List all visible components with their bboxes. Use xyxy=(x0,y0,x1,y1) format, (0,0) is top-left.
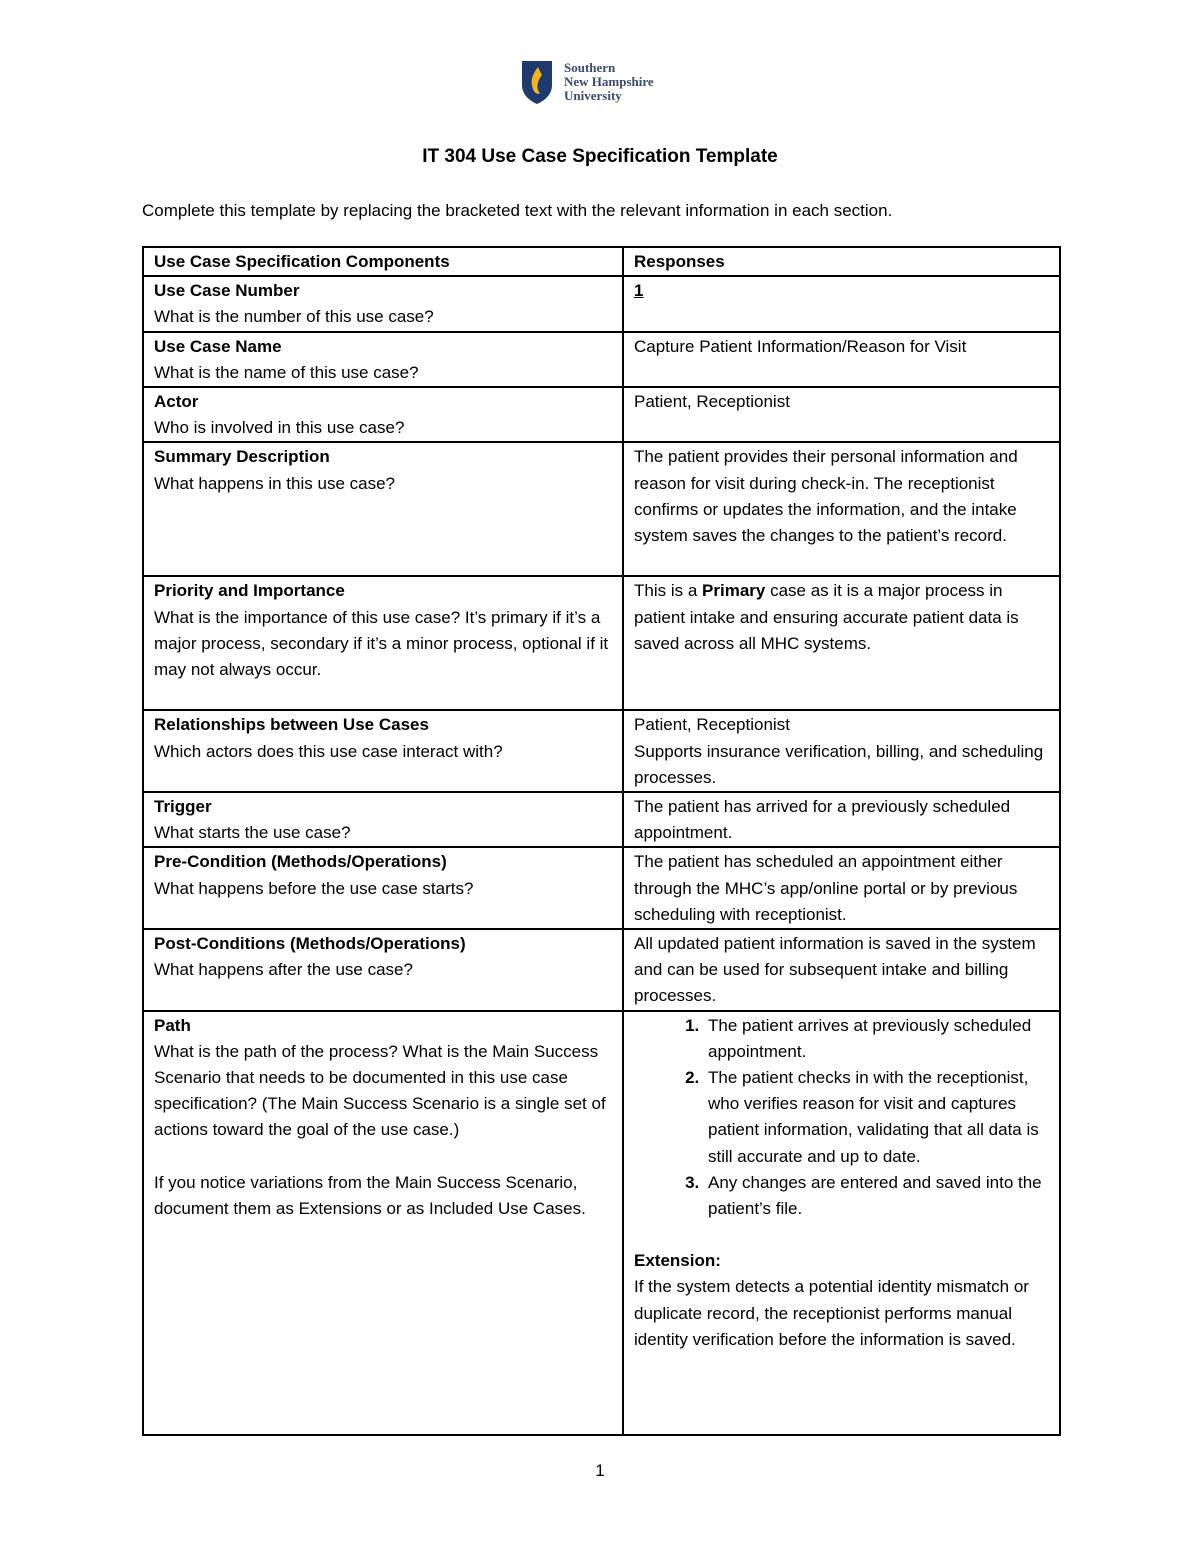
header-components: Use Case Specification Components xyxy=(143,247,623,276)
response-cell xyxy=(623,929,1060,1011)
response-text: Patient, Receptionist xyxy=(634,392,790,412)
response-text: The patient provides their personal information and reason for visit during check-in. The receptionist confirms or updates the information, and the intake system saves the changes to the patient’s record. xyxy=(634,447,1018,546)
intro-instructions: Complete this template by replacing the bracketed text with the relevant information in each section. xyxy=(142,201,893,220)
table-header-row xyxy=(143,247,1060,276)
component-cell xyxy=(143,276,623,331)
component-cell xyxy=(143,387,623,442)
path-step: 2. The patient checks in with the receptionist, who verifies reason for visit and captures patient information, validating that all data is still accurate and up to date. xyxy=(704,1065,1049,1170)
table-row xyxy=(143,387,1060,442)
response-text: 1 xyxy=(634,281,644,301)
table-row xyxy=(143,929,1060,1011)
component-question: Who is involved in this use case? xyxy=(154,418,405,438)
component-question: What happens before the use case starts? xyxy=(154,878,474,898)
component-cell xyxy=(143,710,623,792)
component-label: Priority and Importance xyxy=(154,581,345,601)
component-cell xyxy=(143,847,623,929)
page-number: 1 xyxy=(595,1461,605,1480)
component-cell xyxy=(143,929,623,1011)
response-text-end: case as it is a major process in patient intake and ensuring accurate patient data is saved across all MHC systems. xyxy=(634,581,1019,653)
response-text: The patient has scheduled an appointment either through the MHC’s app/online portal or by previous scheduling with receptionist. xyxy=(634,852,1018,924)
response-text-line-1: Patient, Receptionist xyxy=(634,715,790,735)
component-question: What starts the use case? xyxy=(154,823,351,843)
priority-value: Primary xyxy=(702,581,766,601)
response-text: All updated patient information is saved in the system and can be used for subsequent intake and billing processes. xyxy=(634,934,1036,1006)
response-cell xyxy=(623,710,1060,792)
response-text: The patient has arrived for a previously scheduled appointment. xyxy=(634,797,1011,843)
table-row xyxy=(143,847,1060,929)
component-question: What happens in this use case? xyxy=(154,473,395,493)
response-cell xyxy=(623,792,1060,847)
component-question: What is the name of this use case? xyxy=(154,362,419,382)
component-label: Path xyxy=(154,1015,191,1035)
logo-wordmark xyxy=(564,61,654,103)
table-row xyxy=(143,276,1060,331)
component-label: Relationships between Use Cases xyxy=(154,715,429,735)
document-title: IT 304 Use Case Specification Template xyxy=(422,146,778,167)
response-text xyxy=(634,578,1049,657)
component-question: What happens after the use case? xyxy=(154,960,413,980)
component-cell xyxy=(143,442,623,576)
component-question: What is the path of the process? What is the Main Success Scenario that needs to be documented in this use case specification? (The Main Success Scenario is a single set of actions toward the goal of the use case.) xyxy=(154,1041,606,1140)
component-cell xyxy=(143,792,623,847)
path-step: 1. The patient arrives at previously scheduled appointment. xyxy=(704,1013,1049,1065)
use-case-table xyxy=(142,246,1061,1436)
component-question: What is the importance of this use case? It’s primary if it’s a major process, secondary if it’s a minor process, optional if it may not always occur. xyxy=(154,607,609,680)
component-label: Post-Conditions (Methods/Operations) xyxy=(154,934,466,954)
path-steps xyxy=(634,1013,1049,1223)
component-question: What is the number of this use case? xyxy=(154,307,434,327)
response-cell xyxy=(623,847,1060,929)
component-label: Actor xyxy=(154,392,199,412)
logo-line-1: Southern xyxy=(564,60,616,75)
table-row xyxy=(143,1011,1060,1435)
shield-flame-icon xyxy=(520,59,554,105)
component-label: Pre-Condition (Methods/Operations) xyxy=(154,852,447,872)
component-label: Use Case Number xyxy=(154,281,300,301)
response-cell xyxy=(623,442,1060,576)
table-row xyxy=(143,792,1060,847)
component-cell xyxy=(143,576,623,710)
table-row xyxy=(143,576,1060,710)
component-label: Trigger xyxy=(154,797,212,817)
component-question-note: If you notice variations from the Main Success Scenario, document them as Extensions or as Included Use Cases. xyxy=(154,1172,586,1218)
path-step: 3. Any changes are entered and saved into the patient’s file. xyxy=(704,1170,1049,1222)
response-cell xyxy=(623,1011,1060,1435)
response-cell xyxy=(623,576,1060,710)
response-cell xyxy=(623,332,1060,387)
response-text-line-2: Supports insurance verification, billing, and scheduling processes. xyxy=(634,741,1044,787)
component-question: Which actors does this use case interact with? xyxy=(154,741,503,761)
table-row xyxy=(143,710,1060,792)
response-text: Capture Patient Information/Reason for Visit xyxy=(634,336,967,356)
component-cell xyxy=(143,1011,623,1435)
response-cell xyxy=(623,276,1060,331)
university-logo xyxy=(520,58,690,106)
logo-line-3: University xyxy=(564,88,622,103)
header-responses: Responses xyxy=(623,247,1060,276)
response-text-start: This is a xyxy=(634,581,703,601)
extension-text: If the system detects a potential identity mismatch or duplicate record, the receptionist performs manual identity verification before the information is saved. xyxy=(634,1277,1029,1349)
response-cell xyxy=(623,387,1060,442)
table-row xyxy=(143,332,1060,387)
logo-line-2: New Hampshire xyxy=(564,74,654,89)
component-label: Use Case Name xyxy=(154,336,282,356)
extension-label: Extension: xyxy=(634,1251,721,1271)
table-row xyxy=(143,442,1060,576)
component-label: Summary Description xyxy=(154,447,330,467)
component-cell xyxy=(143,332,623,387)
